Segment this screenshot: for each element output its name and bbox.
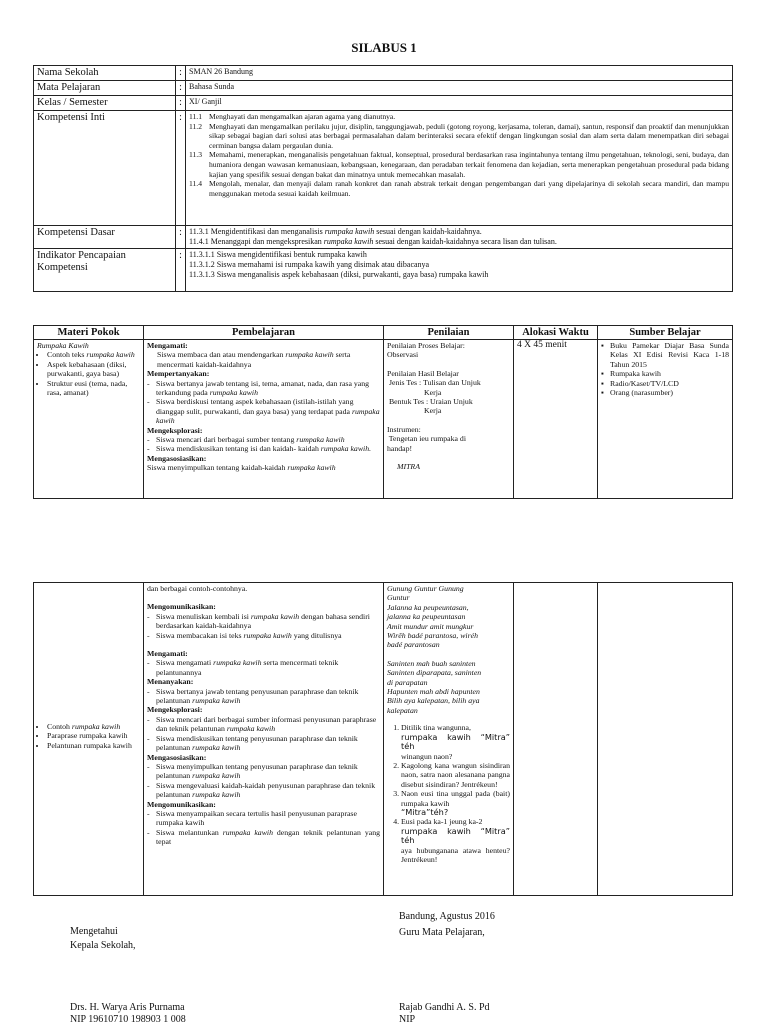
ki-list bbox=[186, 111, 733, 226]
ipk-item: 11.3.1.3 Siswa menganalisis aspek kebahasaan (diksi, purwakanti, gaya basa) rumpaka kawih bbox=[189, 270, 489, 279]
step-heading: Mengeksplorasi: bbox=[147, 425, 203, 435]
subject-value: Bahasa Sunda bbox=[186, 81, 733, 96]
colon: : bbox=[176, 111, 186, 226]
step-item: - Siswa membacakan isi teks rumpaka kawih yang ditulisnya bbox=[147, 630, 342, 640]
step-heading: Mengomunikasikan: bbox=[147, 799, 216, 809]
acknowledged-label: Mengetahui bbox=[70, 926, 118, 937]
ipk-label: Indikator Pencapaian Kompetensi bbox=[34, 249, 176, 292]
step-heading: Mengomunikasikan: bbox=[147, 602, 216, 612]
step-heading: Mempertanyakan: bbox=[147, 369, 210, 379]
question-item: 2. Kagolong kana wangun sisindiran naon, satra naon alesanana pangna disebut sisindiran? Jentrékeun! bbox=[401, 761, 510, 789]
sumber-item: ▪ Orang (narasumber) bbox=[601, 388, 673, 398]
colon: : bbox=[176, 226, 186, 249]
header-penilaian: Penilaian bbox=[384, 326, 514, 340]
table-row bbox=[34, 340, 733, 499]
step-item: - Siswa menuliskan kembali isi rumpaka kawih dengan bahasa sendiri berdasarkan kaidah-kaidahnya bbox=[147, 611, 370, 631]
syllabus-table bbox=[33, 325, 733, 499]
colon: : bbox=[176, 81, 186, 96]
school-row bbox=[34, 66, 733, 81]
class-row bbox=[34, 96, 733, 111]
penilaian-cell bbox=[384, 340, 514, 499]
table-row bbox=[34, 583, 733, 896]
poem-title: MITRA bbox=[397, 462, 420, 472]
step-heading: Mengasosiasikan: bbox=[147, 752, 207, 762]
ipk-row bbox=[34, 249, 733, 292]
step-text: Siswa menyimpulkan tentang kaidah-kaidah rumpaka kawih bbox=[147, 463, 336, 473]
poem-text: Gunung Guntur Gunung Guntur Jalanna ka peupeuntasan, jalanna ka peupeuntasan Amit mundur amit mungkur Wirêh badé parantosa, wiréh badé parantosan Saninten mah buah saninten Saninten diparapata, saninten di parapatan Hapunten mah abdi hapunten Bilih aya kalepatan, bilih aya kalepatan bbox=[387, 584, 482, 715]
ki-item: 11.4 Mengolah, menalar, dan menyaji dalam ranah konkret dan ranah abstrak terkait dengan pengembangan dari yang dipelajarinya di sekolah secara mandiri, dan mampu menggunakan metoda sesuai kaidah keilmuan. bbox=[189, 179, 729, 198]
step-heading: Mengamati: bbox=[147, 649, 188, 659]
ki-label: Kompetensi Inti bbox=[34, 111, 176, 226]
identity-table bbox=[33, 65, 733, 292]
step-text: dan berbagai contoh-contohnya. bbox=[147, 584, 248, 593]
step-item: - Siswa bertanya jawab tentang penyusunan paraphrase dan teknik pelantunan rumpaka kawih bbox=[147, 686, 359, 706]
subject-label: Mata Pelajaran bbox=[34, 81, 176, 96]
step-item: - Siswa menyimpulkan tentang penyusunan paraphrase dan teknik pelantunan rumpaka kawih bbox=[147, 761, 358, 781]
ki-item: 11.3 Memahami, menerapkan, menganalisis pengetahuan faktual, konseptual, prosedural berdasarkan rasa ingintahunya tentang ilmu pengetahuan, teknologi, seni, budaya, dan humaniora dengan wawasan kemanusiaan, kebangsaan, kenegaraan, dan peradaban terkait fenomena dan kejadian, serta menerapkan pengetahuan prosedural pada bidang kajian yang spesifik sesuai dengan bakat dan minatnya untuk memecahkan masalah. bbox=[189, 150, 729, 179]
school-value: SMAN 26 Bandung bbox=[186, 66, 733, 81]
materi-item: • Contoh rumpaka kawih bbox=[47, 722, 140, 731]
alokasi-cell bbox=[514, 583, 598, 896]
class-value: XI/ Ganjil bbox=[186, 96, 733, 111]
pembelajaran-cell bbox=[144, 583, 384, 896]
ipk-list bbox=[186, 249, 733, 292]
kd-item: 11.3.1 Mengidentifikasi dan menganalisis rumpaka kawih sesuai dengan kaidah-kaidahnya. bbox=[189, 227, 482, 236]
sumber-item: ▪ Buku Pamekar Diajar Basa Sunda Kelas XI Edisi Revisi Kaca 1-18 Tahun 2015 bbox=[601, 341, 729, 369]
materi-cell bbox=[34, 340, 144, 499]
step-item: - Siswa mencari dari berbagai sumber tentang rumpaka kawih bbox=[147, 435, 345, 445]
colon: : bbox=[176, 249, 186, 292]
teacher-nip: NIP bbox=[399, 1014, 416, 1025]
materi-item: • Aspek kebahasaan (diksi, purwakanti, gaya basa) bbox=[47, 360, 140, 379]
materi-cell bbox=[34, 583, 144, 896]
step-item: - Siswa berdiskusi tentang aspek kebahasaan (istilah-istilah yang dianggap sulit, purwakanti, dan gaya basa) yang terdapat pada rumpaka kawih bbox=[147, 397, 380, 426]
step-heading: Menanyakan: bbox=[147, 677, 194, 687]
header-materi: Materi Pokok bbox=[34, 326, 144, 340]
subject-row bbox=[34, 81, 733, 96]
sumber-item: ▪ Rumpaka kawih bbox=[601, 369, 661, 379]
step-text: Siswa membaca dan atau mendengarkan rumpaka kawih serta mencermati kaidah-kaidahnya bbox=[157, 350, 351, 369]
teacher-name: Rajab Gandhi A. S. Pd bbox=[399, 1002, 490, 1013]
head-role: Kepala Sekolah, bbox=[70, 940, 136, 951]
question-item: 4. Eusi pada ka-1 jeung ka-2 rumpaka kawih “Mitra” téh aya hubunganana atawa henteu? Jentrékeun! bbox=[401, 817, 510, 864]
document-title: SILABUS 1 bbox=[351, 40, 417, 55]
ki-item: 11.1 Menghayati dan mengamalkan ajaran agama yang dianutnya. bbox=[189, 112, 396, 121]
materi-title: Rumpaka Kawih bbox=[37, 341, 89, 350]
step-heading: Mengamati: bbox=[147, 341, 188, 350]
step-item: - Siswa mencari dari berbagai sumber informasi penyusunan paraphrase dan teknik pelantunan rumpaka kawih bbox=[147, 714, 377, 734]
head-nip: NIP 19610710 198903 1 008 bbox=[70, 1014, 186, 1025]
step-item: - Siswa mendiskusikan tentang penyusunan paraphrase dan teknik pelantunan rumpaka kawih bbox=[147, 733, 358, 753]
ipk-item: 11.3.1.2 Siswa memahami isi rumpaka kawih yang disimak atau dibacanya bbox=[189, 260, 430, 269]
step-item: - Siswa melantunkan rumpaka kawih dengan teknik pelantunan yang tepat bbox=[147, 827, 380, 847]
materi-item: • Paraprase rumpaka kawih bbox=[47, 731, 140, 740]
colon: : bbox=[176, 66, 186, 81]
sumber-cell bbox=[598, 583, 733, 896]
question-item: 3. Naon eusi tina unggal pada (bait) rumpaka kawih “Mitra”téh? bbox=[401, 789, 510, 817]
school-label: Nama Sekolah bbox=[34, 66, 176, 81]
materi-item: • Pelantunan rumpaka kawih bbox=[47, 741, 140, 750]
header-pembelajaran: Pembelajaran bbox=[144, 326, 384, 340]
header-sumber: Sumber Belajar bbox=[598, 326, 733, 340]
header-alokasi: Alokasi Waktu bbox=[514, 326, 598, 340]
materi-item: • Contoh teks rumpaka kawih bbox=[47, 350, 140, 359]
step-heading: Mengeksplorasi: bbox=[147, 705, 203, 715]
step-item: - Siswa bertanya jawab tentang isi, tema, amanat, nada, dan rasa yang terkandung pada rumpaka kawih bbox=[147, 378, 370, 398]
alokasi-cell: 4 X 45 menit bbox=[514, 340, 598, 499]
place-date: Bandung, Agustus 2016 bbox=[399, 911, 495, 922]
head-name: Drs. H. Warya Aris Purnama bbox=[70, 1002, 185, 1013]
sumber-item: ▪ Radio/Kaset/TV/LCD bbox=[601, 378, 679, 388]
penilaian-cell bbox=[384, 583, 514, 896]
teacher-role: Guru Mata Pelajaran, bbox=[399, 927, 485, 938]
step-item: - Siswa mengamati rumpaka kawih serta mencermati teknik pelantunannya bbox=[147, 658, 339, 677]
ipk-item: 11.3.1.1 Siswa mengidentifikasi bentuk rumpaka kawih bbox=[189, 250, 367, 259]
class-label: Kelas / Semester bbox=[34, 96, 176, 111]
kd-row bbox=[34, 226, 733, 249]
kd-list bbox=[186, 226, 733, 249]
step-item: - Siswa menyampaikan secara tertulis hasil penyusunan paraprase rumpaka kawih bbox=[147, 808, 357, 828]
pembelajaran-cell bbox=[144, 340, 384, 499]
kd-label: Kompetensi Dasar bbox=[34, 226, 176, 249]
kd-item: 11.4.1 Menanggapi dan mengekspresikan rumpaka kawih sesuai dengan kaidah-kaidahnya secara lisan dan tulisan. bbox=[189, 237, 557, 246]
colon: : bbox=[176, 96, 186, 111]
step-item: - Siswa mengevaluasi kaidah-kaidah penyusunan paraphrase dan teknik pelantunan rumpaka kawih bbox=[147, 780, 376, 800]
materi-item: • Struktur eusi (tema, nada, rasa, amanat) bbox=[47, 379, 140, 398]
penilaian-text: Penilaian Proses Belajar: Observasi Penilaian Hasil Belajar Jenis Tes : Tulisan dan Unjuk Kerja Bentuk Tes : Uraian Unjuk Kerja Instrumen: Tengetan ieu rumpaka di handap! bbox=[387, 341, 481, 453]
syllabus-table-continued bbox=[33, 582, 733, 896]
question-item: 1. Ditilik tina wangunna, rumpaka kawih “Mitra” téh winangun naon? bbox=[401, 723, 510, 761]
step-item: - Siswa mendiskusikan tentang isi dan kaidah- kaidah rumpaka kawih. bbox=[147, 444, 372, 454]
step-heading: Mengasosiasikan: bbox=[147, 453, 207, 463]
ki-item: 11.2 Menghayati dan mengamalkan perilaku jujur, disiplin, tanggungjawab, peduli (gotong royong, kerjasama, toleran, damai), santun, responsif dan proaktif dan menunjukkan sikap sebagai bagian dari solusi atas berbagai permasalahan dalam berinteraksi secara efektif dengan lingkungan sosial dan alam serta dalam menempatkan diri sebagai cerminan bangsa dalam pergaulan dunia. bbox=[189, 121, 729, 150]
question-list bbox=[387, 723, 510, 864]
sumber-cell bbox=[598, 340, 733, 499]
header-row bbox=[34, 326, 733, 340]
ki-row bbox=[34, 111, 733, 226]
